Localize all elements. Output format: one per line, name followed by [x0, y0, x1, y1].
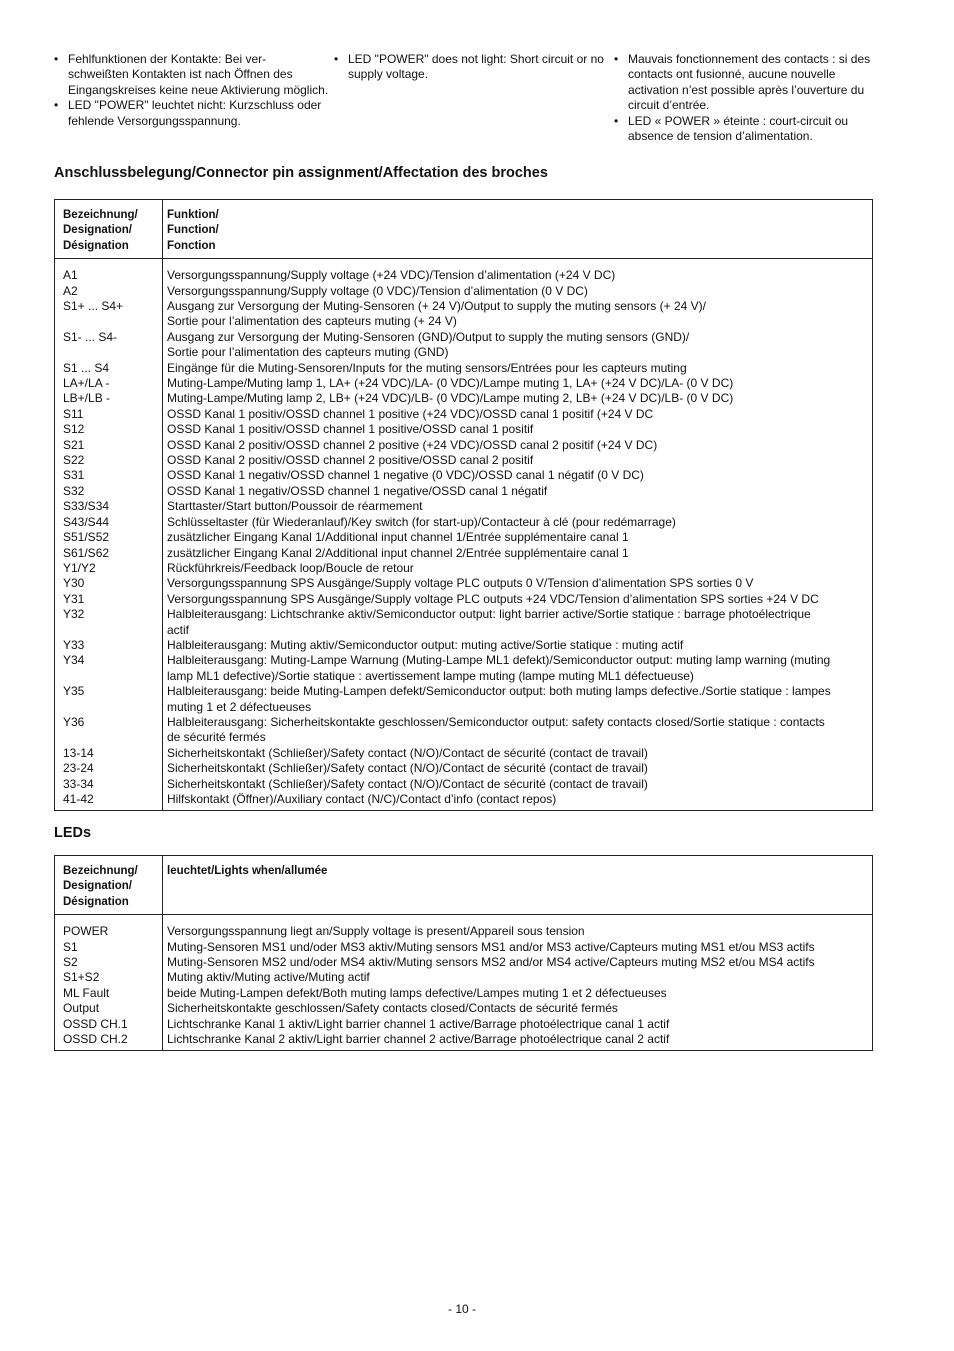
function-header: [163, 200, 873, 259]
pin-label: S31: [63, 468, 85, 483]
pin-designation-column: [55, 259, 163, 811]
led-description-column: [163, 915, 873, 1051]
led-label: ML Fault: [63, 985, 110, 1000]
bullet-item: • LED "POWER" does not light: Short circuit or no supply voltage.: [334, 52, 614, 83]
pin-function: Versorgungsspannung/Supply voltage (0 VDC)/Tension d’alimentation (0 V DC): [167, 283, 588, 298]
pin-function: Sicherheitskontakt (Schließer)/Safety contact (N/O)/Contact de sécurité (contact de travail): [167, 761, 648, 776]
pin-label: Y35: [63, 684, 85, 699]
pin-function: Muting-Lampe/Muting lamp 2, LB+ (+24 VDC)/LB- (0 VDC)/Lampe muting 2, LB+ (+24 V DC)/LB- (0 V DC): [167, 391, 734, 406]
troubleshooting-bullets: [54, 52, 874, 144]
lights-when-header: [163, 856, 873, 915]
led-description: Sicherheitskontakte geschlossen/Safety contacts closed/Contacts de sécurité fermés: [167, 1001, 618, 1016]
pin-function-column: [163, 259, 873, 811]
pin-function: Starttaster/Start button/Poussoir de réarmement: [167, 499, 423, 514]
pin-label: S32: [63, 483, 85, 498]
led-description: beide Muting-Lampen defekt/Both muting lamps defective/Lampes muting 1 et 2 défectueuses: [167, 985, 667, 1000]
pin-label: Y30: [63, 576, 85, 591]
bullet-column-french: [614, 52, 874, 144]
pin-function: Halbleiterausgang: Muting-Lampe Warnung (Muting-Lampe ML1 defekt)/Semiconductor output: muting lamp warning (muting lamp ML1 defective)/Sortie statique : avertissement lampe muting (lampe muting ML1 défectueuse): [167, 653, 831, 683]
table-header-row: [55, 856, 873, 915]
led-description: Versorgungsspannung liegt an/Supply voltage is present/Appareil sous tension: [167, 924, 585, 939]
led-label: S1+S2: [63, 970, 100, 985]
pin-label: S43/S44: [63, 514, 110, 529]
pin-assignment-heading: Anschlussbelegung/Connector pin assignment/Affectation des broches: [54, 165, 548, 181]
led-table: [54, 855, 873, 1051]
pin-label: S11: [63, 406, 84, 421]
pin-function: Eingänge für die Muting-Sensoren/Inputs for the muting sensors/Entrées pour les capteurs muting: [167, 360, 687, 375]
pin-function: Sicherheitskontakt (Schließer)/Safety contact (N/O)/Contact de sécurité (contact de travail): [167, 776, 648, 791]
pin-label: S33/S34: [63, 499, 110, 514]
pin-function: OSSD Kanal 1 negativ/OSSD channel 1 negative/OSSD canal 1 négatif: [167, 483, 548, 498]
pin-function: Halbleiterausgang: Lichtschranke aktiv/Semiconductor output: light barrier active/Sortie statique : barrage photoélectrique actif: [167, 607, 811, 637]
pin-function: zusätzlicher Eingang Kanal 1/Additional input channel 1/Entrée supplémentaire canal 1: [167, 530, 629, 545]
led-designation-column: [55, 915, 163, 1051]
pin-label: 23-24: [63, 761, 94, 776]
pin-function: Muting-Lampe/Muting lamp 1, LA+ (+24 VDC)/LA- (0 VDC)/Lampe muting 1, LA+ (+24 V DC)/LA- (0 V DC): [167, 376, 734, 391]
pin-function: Hilfskontakt (Öffner)/Auxiliary contact (N/C)/Contact d’info (contact repos): [167, 791, 557, 806]
led-label: OSSD CH.2: [63, 1032, 128, 1047]
bullet-list: [614, 52, 874, 144]
pin-function: Sicherheitskontakt (Schließer)/Safety contact (N/O)/Contact de sécurité (contact de travail): [167, 745, 648, 760]
pin-function: OSSD Kanal 2 positiv/OSSD channel 2 positive (+24 VDC)/OSSD canal 2 positif (+24 V DC): [167, 437, 658, 452]
pin-label: Y36: [63, 714, 85, 729]
bullet-list: [54, 52, 334, 129]
led-description: Muting-Sensoren MS1 und/oder MS3 aktiv/Muting sensors MS1 and/or MS3 active/Capteurs muting MS1 et/ou MS3 actifs: [167, 939, 815, 954]
led-description: Lichtschranke Kanal 2 aktiv/Light barrier channel 2 active/Barrage photoélectrique canal 2 actif: [167, 1032, 670, 1047]
led-description: Lichtschranke Kanal 1 aktiv/Light barrier channel 1 active/Barrage photoélectrique canal 1 actif: [167, 1016, 670, 1031]
led-label: Output: [63, 1001, 100, 1016]
pin-label: LA+/LA -: [63, 376, 110, 391]
pin-label: S12: [63, 422, 85, 437]
pin-label: S21: [63, 437, 85, 452]
bullet-item: • LED « POWER » éteinte : court-circuit ou absence de tension d’alimentation.: [614, 114, 874, 145]
pin-function: Versorgungsspannung/Supply voltage (+24 VDC)/Tension d’alimentation (+24 V DC): [167, 268, 616, 283]
led-label: S2: [63, 955, 78, 970]
pin-assignment-table: [54, 199, 873, 811]
pin-label: 33-34: [63, 776, 94, 791]
pin-function: Versorgungsspannung SPS Ausgänge/Supply voltage PLC outputs 0 V/Tension d’alimentation SPS sorties 0 V: [167, 576, 754, 591]
pin-function: OSSD Kanal 1 positiv/OSSD channel 1 positive/OSSD canal 1 positif: [167, 422, 534, 437]
leds-heading: LEDs: [54, 825, 92, 841]
pin-label: 41-42: [63, 791, 94, 806]
pin-function: zusätzlicher Eingang Kanal 2/Additional input channel 2/Entrée supplémentaire canal 1: [167, 545, 629, 560]
led-label: POWER: [63, 924, 109, 939]
bullet-column-german: [54, 52, 334, 144]
pin-function: OSSD Kanal 2 positiv/OSSD channel 2 positive/OSSD canal 2 positif: [167, 453, 534, 468]
header-line: leuchtet/Lights when/allumée: [167, 865, 328, 877]
pin-function: Halbleiterausgang: Muting aktiv/Semiconductor output: muting active/Sortie statique : muting actif: [167, 637, 684, 652]
pin-function: Rückführkreis/Feedback loop/Boucle de retour: [167, 560, 414, 575]
header-line: Bezeichnung/ Designation/ Désignation: [63, 865, 138, 908]
header-line: Funktion/ Function/ Fonction: [167, 209, 219, 252]
designation-header: [55, 200, 163, 259]
pin-function: Ausgang zur Versorgung der Muting-Sensoren (GND)/Output to supply the muting sensors (GND)/ Sortie pour l’alimentation des capteurs muting (GND): [167, 329, 690, 360]
pin-function: Ausgang zur Versorgung der Muting-Sensoren (+ 24 V)/Output to supply the muting sensors (+ 24 V)/ Sortie pour l’alimentation des capteurs muting (+ 24 V): [167, 299, 706, 329]
pin-label: S1 ... S4: [63, 360, 110, 375]
pin-label: 13-14: [63, 745, 94, 760]
bullet-column-english: [334, 52, 614, 144]
pin-label: S22: [63, 453, 85, 468]
pin-label: S61/S62: [63, 545, 110, 560]
pin-label: LB+/LB -: [63, 391, 111, 406]
pin-label: A2: [63, 283, 78, 298]
table-body-row: [55, 915, 873, 1051]
pin-label: S1+ ... S4+: [63, 299, 124, 314]
pin-function: OSSD Kanal 1 negativ/OSSD channel 1 negative (0 VDC)/OSSD canal 1 négatif (0 V DC): [167, 468, 644, 483]
led-label: OSSD CH.1: [63, 1016, 128, 1031]
led-description: Muting aktiv/Muting active/Muting actif: [167, 970, 370, 985]
pin-function: Versorgungsspannung SPS Ausgänge/Supply voltage PLC outputs +24 VDC/Tension d’alimentation SPS sorties +24 V DC: [167, 591, 819, 606]
pin-label: S51/S52: [63, 530, 110, 545]
bullet-item: • Mauvais fonctionnement des contacts : si des contacts ont fusionné, aucune nouvelle activation n’est possible après l’ouverture du circuit d’entrée.: [614, 52, 874, 114]
pin-label: Y1/Y2: [63, 560, 96, 575]
header-line: Bezeichnung/ Designation/ Désignation: [63, 209, 138, 252]
pin-label: Y32: [63, 607, 85, 622]
designation-header: [55, 856, 163, 915]
pin-label: Y31: [63, 591, 85, 606]
led-label: S1: [63, 939, 78, 954]
led-description: Muting-Sensoren MS2 und/oder MS4 aktiv/Muting sensors MS2 and/or MS4 active/Capteurs muting MS2 et/ou MS4 actifs: [167, 955, 815, 970]
table-header-row: [55, 200, 873, 259]
table-body-row: [55, 259, 873, 811]
bullet-item: • Fehlfunktionen der Kontakte: Bei ver- schweißten Kontakten ist nach Öffnen des Eingangskreises keine neue Aktivierung möglich.: [54, 52, 334, 98]
pin-function: Halbleiterausgang: Sicherheitskontakte geschlossen/Semiconductor output: safety contacts closed/Sortie statique : contacts de sécurité fermés: [167, 714, 825, 745]
bullet-list: [334, 52, 614, 83]
page-number: - 10 -: [447, 1302, 476, 1316]
pin-function: OSSD Kanal 1 positiv/OSSD channel 1 positive (+24 VDC)/OSSD canal 1 positif (+24 V DC: [167, 406, 654, 421]
bullet-item: • LED "POWER" leuchtet nicht: Kurzschluss oder fehlende Versorgungsspannung.: [54, 98, 334, 129]
pin-label: Y33: [63, 637, 85, 652]
pin-label: Y34: [63, 653, 85, 668]
pin-function: Schlüsseltaster (für Wiederanlauf)/Key switch (for start-up)/Contacteur à clé (pour redémarrage): [167, 514, 676, 529]
pin-label: S1- ... S4-: [63, 329, 118, 344]
pin-label: A1: [63, 268, 78, 283]
pin-function: Halbleiterausgang: beide Muting-Lampen defekt/Semiconductor output: both muting lamps defective./Sortie statique : lampes muting 1 et 2 défectueuses: [167, 684, 831, 714]
